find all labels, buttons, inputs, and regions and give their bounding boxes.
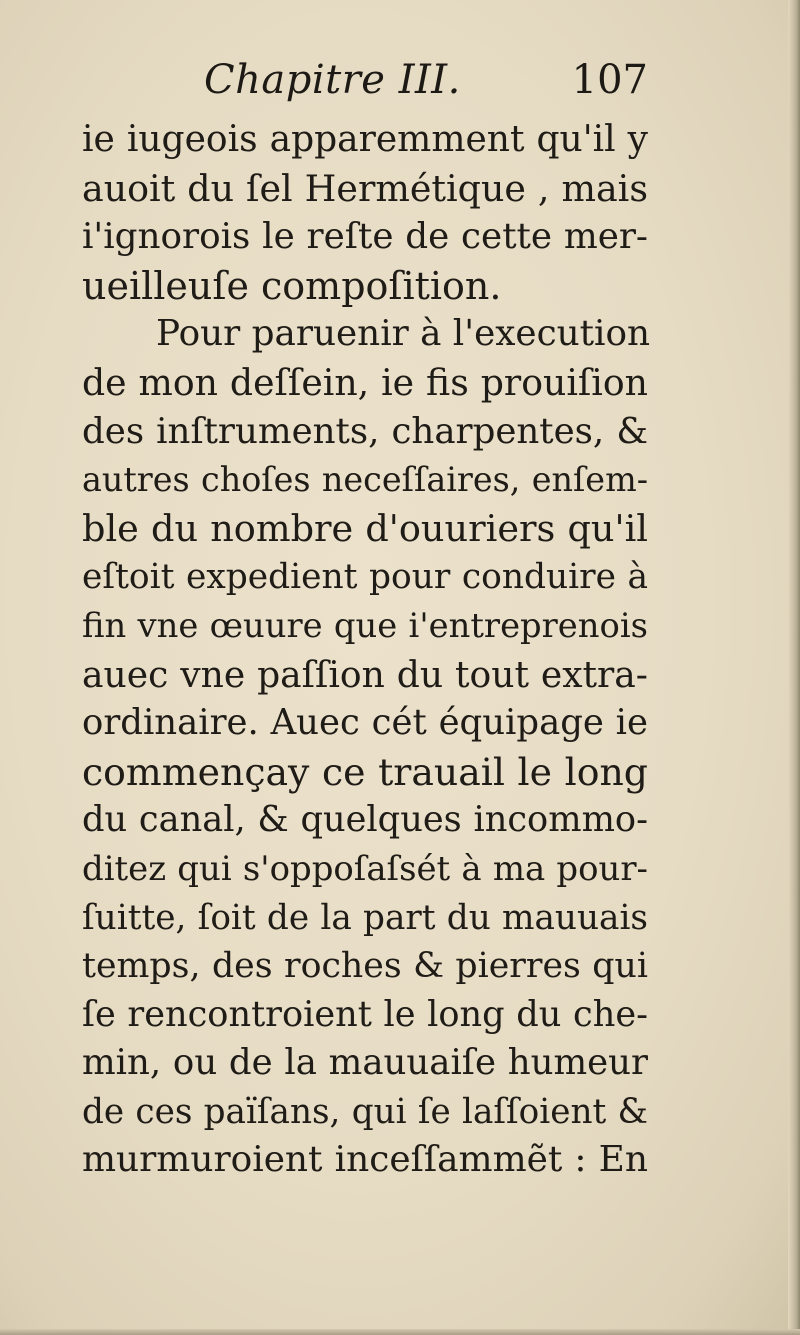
text-line: ſuitte, ſoit de la part du mauuais <box>82 897 648 938</box>
text-line: auec vne paſſion du tout extra- <box>82 653 648 696</box>
text-line: temps, des roches & pierres qui <box>82 946 648 987</box>
text-line: ueilleuſe compoſition. <box>82 263 502 308</box>
text-line: des inſtruments, charpentes, & <box>82 410 648 452</box>
text-line: min, ou de la mauuaiſe humeur <box>82 1042 648 1084</box>
text-line: ditez qui s'oppoſaſsét à ma pour- <box>82 848 648 888</box>
text-line: de ces païſans, qui ſe laſſoient & <box>82 1091 648 1132</box>
text-line: murmuroient inceſſammẽt : En <box>82 1139 648 1181</box>
page-header <box>82 55 648 115</box>
text-line: ie iugeois apparemment qu'il y <box>82 119 648 160</box>
page-edge-shadow <box>788 0 800 1335</box>
text-line: ordinaire. Auec cét équipage ie <box>82 702 648 744</box>
text-line: i'ignorois le reſte de cette mer- <box>82 216 648 258</box>
text-line: autres choſes neceſſaires, enſem- <box>82 460 648 500</box>
page-bottom-edge <box>0 1329 800 1335</box>
page-number: 107 <box>571 57 648 103</box>
text-line: ble du nombre d'ouuriers qu'il <box>82 506 648 550</box>
body-text <box>82 116 651 1185</box>
text-line: eſtoit expedient pour conduire à <box>82 557 648 598</box>
running-head: Chapitre III. <box>204 57 461 103</box>
text-line: de mon deſſein, ie fis prouiſion <box>82 360 648 404</box>
text-line: auoit du ſel Hermétique , mais <box>82 166 648 210</box>
text-line: du canal, & quelques incommo- <box>82 799 648 841</box>
text-line: commençay ce trauail le long <box>82 749 648 794</box>
text-line: Pour paruenir à l'execution <box>156 313 651 355</box>
text-line: ſe rencontroient le long du che- <box>82 993 648 1035</box>
text-line: fin vne œuure que i'entreprenois <box>82 605 648 645</box>
